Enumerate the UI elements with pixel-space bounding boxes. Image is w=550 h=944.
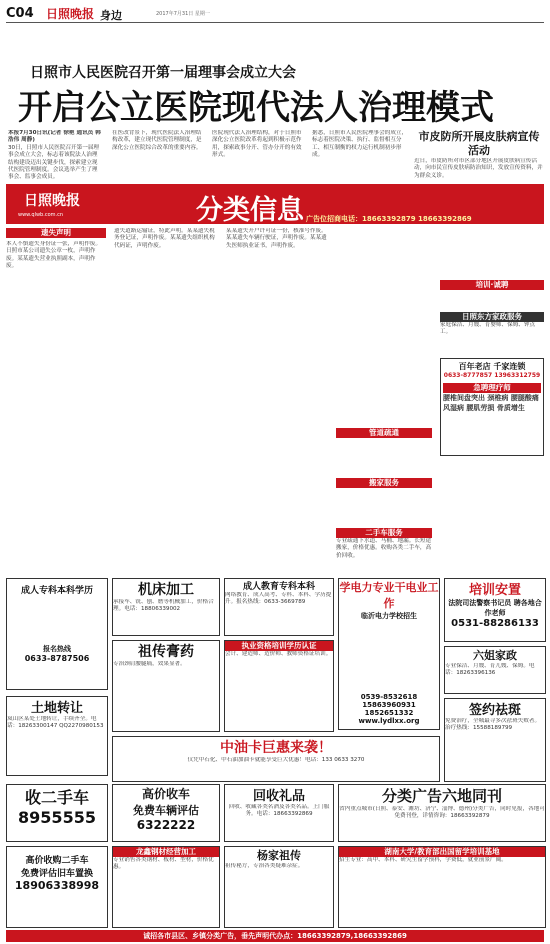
col-a-header: 遗失声明 [6, 228, 106, 238]
ad-power-school-phone-1: 0539-8532618 [360, 693, 418, 701]
ad-family-remedy-title: 杨家祖传 [257, 849, 301, 862]
ad-cert-training [224, 640, 334, 732]
col-d-body: 专业疏通下水道、马桶、地漏。长短途搬家，价格优惠。收购各类二手车，高价回收。 [336, 538, 432, 559]
ad-gift-recycle [224, 784, 334, 842]
paper-logo: 日照晚报 [46, 7, 95, 21]
article-byline: 本报7月30日讯(记者 徐艳 通讯员 韩浩伟 周静) [8, 130, 101, 144]
ad-housekeeping-body: 专业保洁、月嫂、育儿嫂、保姆。电话：18263396136 [445, 663, 535, 677]
ad-housekeeping-title: 六姐家政 [473, 649, 517, 662]
ad-land-title: 土地转让 [30, 701, 83, 716]
clinic-ad-recruit: 急聘理疗师 [443, 383, 541, 393]
ad-study-abroad [338, 846, 546, 928]
masthead [6, 4, 544, 23]
ad-study-abroad-body: 招生专业：高中、本科、研究生留学预科，学费低，就业前景广阔。 [339, 857, 507, 863]
ad-land [6, 696, 108, 776]
ad-training [444, 578, 546, 642]
ad-training-sub: 法院司法警察书记员 聘各地合作老师 [448, 599, 542, 617]
col-d-section-1: 管道疏通 [336, 428, 432, 438]
ad-adult-edu-title: 成人专科本科学历 [20, 586, 93, 596]
ad-used-car-high-sub: 免费评估旧车置换 [20, 869, 93, 879]
ad-adult-college-title: 成人教育专科本科 [242, 582, 315, 592]
col-d-section-2: 搬家服务 [336, 478, 432, 488]
col-e-body: 家庭保洁、月嫂、育婴师、保姆、钟点工。 [440, 322, 536, 336]
ad-family-remedy-body: 祖传秘方，专治各类疑难杂症。 [225, 863, 304, 869]
ad-adult-college [224, 578, 334, 636]
article-col-2: 在医改背景下，现代医院法人治理结构改革，建立现代医院管理制度，是深化公立医院综合改革的重要内容。 [112, 130, 202, 151]
classified-col-c: 某某遗失开户许可证一份，核准号作废。某某遗失车辆行驶证，声明作废。某某遗失医师执业证书，声明作废。 [226, 228, 327, 249]
ad-adult-edu-phone-label: 报名热线 [43, 645, 71, 653]
classified-col-d [336, 228, 432, 568]
ad-study-abroad-title: 湖南大学/教育部出国留学培训基地 [339, 847, 545, 857]
ad-adult-college-body: 网络教育、成人高考、专科、本科、学历提升。报名热线：0633-3669789 [225, 592, 332, 606]
ad-car-purchase-sub: 免费车辆评估 [133, 804, 199, 817]
article-col-1 [8, 130, 102, 182]
ad-steel [112, 846, 220, 928]
footer-strip: 诚招各市县区、乡镇分类广告，垂先声明代办点：18663392879,18663392869 [6, 930, 544, 942]
ad-used-car-high-title: 高价收购二手车 [25, 856, 89, 866]
banner-logo: 日照晚报 [24, 193, 80, 209]
banner-title: 分类信息 [196, 195, 304, 226]
ad-fuel-card-body: 仅凭中石化、中石油加油卡就能享受巨大优惠！电话：133 0633 3270 [187, 757, 365, 763]
ad-plaster-body: 专治颈肩腰腿痛，效果显著。 [113, 661, 186, 667]
ad-land-body: 岚山区某处土地转让，手续齐全。电话：18263300147 QQ2270980153 [7, 716, 104, 730]
dateline: 2017年7月31日 星期一 [156, 11, 210, 17]
ad-training-title: 培训安置 [468, 583, 521, 598]
ad-power-school-phone-2: 15863960931 [362, 701, 416, 709]
ad-classified-network [338, 784, 546, 842]
sidebar-article [414, 130, 544, 182]
classified-col-b: 遗失道路运输证，特此声明。某某遗失税务登记证，声明作废。某某遗失组织机构代码证，声明作废。 [114, 228, 215, 249]
ad-housekeeping [444, 646, 546, 694]
ad-steel-title: 龙鑫钢材经营加工 [113, 847, 219, 857]
ad-power-school [338, 578, 440, 730]
ad-fuel-card-title: 中油卡巨惠来袭！ [220, 740, 332, 756]
ad-plaster [112, 640, 220, 732]
ad-used-car-high-phone: 18906338998 [14, 879, 100, 892]
ad-freckle-title: 签约祛斑 [468, 703, 521, 718]
banner-url: www.qlwb.com.cn [18, 212, 63, 218]
ad-cert-training-title: 执业资格培训学历认证 [225, 641, 333, 651]
ad-power-school-sub: 临沂电力学校招生 [361, 612, 417, 620]
col-d-section-3: 二手车服务 [336, 528, 432, 538]
ad-machining-title: 机床加工 [138, 582, 194, 598]
ad-used-car-buy [6, 784, 108, 842]
ad-family-remedy [224, 846, 334, 928]
article-headline: 开启公立医院现代法人治理模式 [18, 88, 494, 128]
ad-adult-edu [6, 578, 108, 690]
article-col-1-text: 30日，日照市人民医院召开第一届理事会成立大会，标志着该院法人治理结构建设迈出关键步伐，探索建立现代医院管理制度。会议选举产生了理事会、监事会成员。 [8, 144, 100, 181]
ad-machining-body: 承接车、铣、刨、磨等机械加工，价格合理。电话：18806339002 [113, 599, 214, 613]
clinic-ad-items: 腰椎间盘突出 颈椎病 腰腿酸痛 风湿病 腰肌劳损 骨质增生 [443, 394, 539, 412]
classified-col-a [6, 228, 106, 568]
article-col-3: 医院现代法人治理结构，对于日照市深化公立医院改革将起到积极示范作用，探索政事分开、管办分开的有效形式。 [212, 130, 302, 159]
ad-fuel-card [112, 736, 440, 782]
ad-power-school-qq: 1852651332 [364, 709, 414, 717]
clinic-ad-phone: 0633-8777857 13963312759 [443, 372, 541, 379]
clinic-ad-name: 百年老店 千家连锁 [458, 362, 526, 371]
section-name: 身边 [100, 9, 122, 22]
ad-car-purchase-phone: 6322222 [136, 818, 196, 832]
sidebar-title: 市皮防所开展皮肤病宣传活动 [418, 130, 540, 157]
ad-used-car-buy-phone: 8955555 [18, 808, 96, 827]
col-e-section-1: 培训·诚聘 [440, 280, 544, 290]
ad-classified-network-body: 省内重点城市(日照、泰安、潍坊、济宁、淄博、德州)分类广告，同时见报，各地可免费刊登，详情咨询：18663392879 [339, 806, 545, 820]
ad-machining [112, 578, 220, 636]
page-number: C04 [6, 6, 34, 21]
ad-freckle-body: 免费治疗，全城最寻多次祛斑失败者。治疗热线：15588189799 [445, 718, 541, 732]
ad-used-car-high [6, 846, 108, 928]
clinic-ad [440, 358, 544, 456]
ad-used-car-buy-title: 收二手车 [24, 788, 89, 807]
ad-gift-recycle-title: 回收礼品 [252, 789, 305, 804]
article-subhead: 日照市人民医院召开第一届理事会成立大会 [30, 65, 296, 81]
ad-car-purchase-title: 高价收车 [141, 787, 190, 801]
ad-power-school-site: www.lydlxx.org [358, 717, 420, 725]
article-col-4: 据悉，日照市人民医院理事会的成立，标志着医院决策、执行、监督相互分工、相互制衡的权力运行机制初步形成。 [312, 130, 408, 159]
classified-col-e [440, 228, 544, 568]
classified-banner [6, 184, 544, 224]
ad-steel-body: 专业销售各类钢材、板材、型材，价格优惠。 [113, 857, 214, 871]
col-a-body: 本人不慎遗失身份证一张，声明作废。日照市某公司遗失公章一枚，声明作废。某某遗失营业执照副本，声明作废。 [6, 241, 102, 270]
banner-phone: 广告位招商电话：18663392879 18663392869 [306, 215, 472, 223]
ad-power-school-title: 学电力专业干电业工作 [339, 581, 439, 610]
ad-freckle [444, 698, 546, 782]
ad-gift-recycle-body: 回收、收藏各类名酒及各类名品。上门服务。电话：18663392869 [228, 804, 330, 818]
col-e-section-2: 日照东方家政服务 [440, 312, 544, 322]
ad-cert-training-body: 会计、建造师、造价师、教师资格证培训。 [225, 651, 332, 657]
ad-car-purchase [112, 784, 220, 842]
ad-plaster-title: 祖传膏药 [138, 644, 194, 660]
sidebar-body: 近日，市皮防所对市区部分地区开展皮肤病宣传活动，向市民宣传皮肤病防治知识，发放宣传资料，并为群众义诊。 [414, 158, 543, 179]
ad-classified-network-title: 分类广告六地同刊 [381, 787, 502, 805]
ad-adult-edu-phone: 0633-8787506 [24, 654, 90, 663]
ad-training-phone: 0531-88286133 [451, 618, 539, 629]
